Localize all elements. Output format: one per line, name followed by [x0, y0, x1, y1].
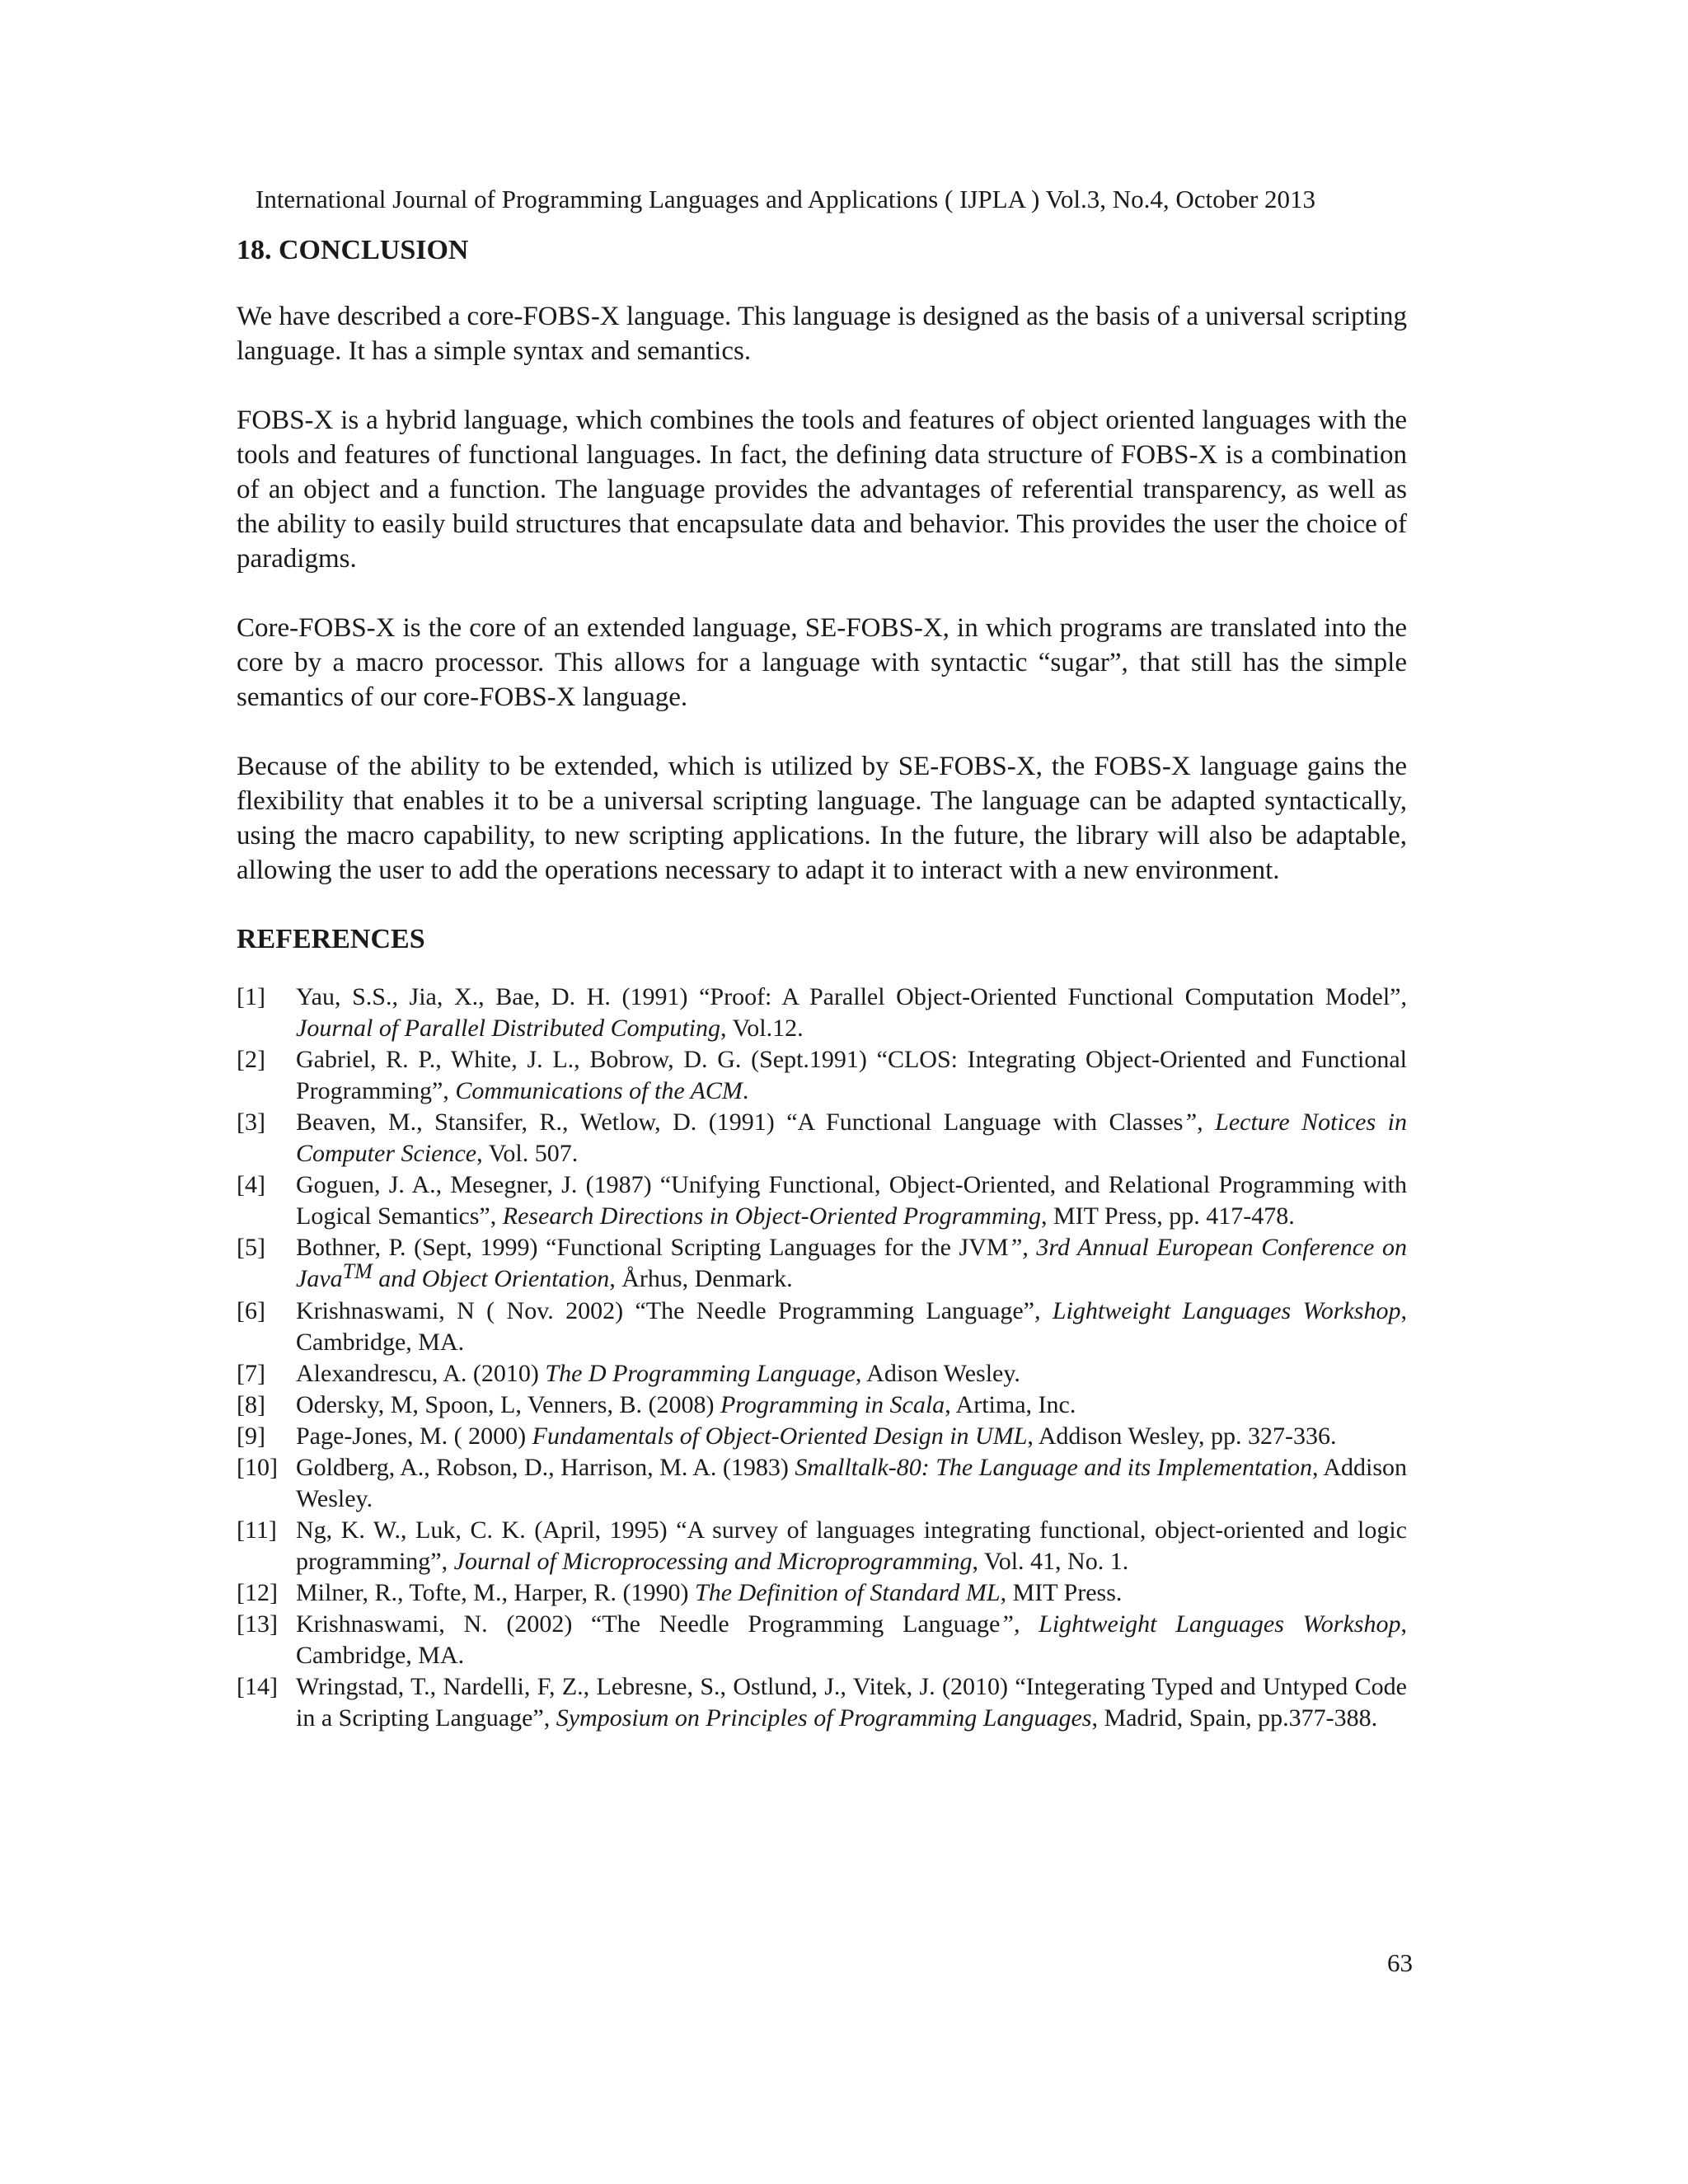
- reference-item: [237, 1232, 1407, 1296]
- reference-details: , Cambridge, MA.: [296, 1610, 1407, 1669]
- reference-item: [237, 1390, 1407, 1421]
- reference-authors-title: Goguen, J. A., Mesegner, J. (1987) “Unifying Functional, Object-Oriented, and Relational Programming with Logical Semantics”,: [296, 1171, 1407, 1230]
- reference-number: [9]: [237, 1422, 265, 1450]
- reference-text: [296, 1609, 1407, 1671]
- reference-text: [296, 1671, 1407, 1734]
- reference-details: , Cambridge, MA.: [296, 1297, 1407, 1356]
- conclusion-paragraph-3: Core-FOBS-X is the core of an extended language, SE-FOBS-X, in which programs are translated into the core by a macro processor. This allows for a language with syntactic “sugar”, that still has the simple semantics of our core-FOBS-X language.: [237, 613, 1407, 712]
- reference-venue-continued: and Object Orientation,: [372, 1265, 616, 1292]
- reference-item: [237, 1421, 1407, 1452]
- reference-item: [237, 1044, 1407, 1107]
- reference-number: [10]: [237, 1454, 278, 1481]
- conclusion-heading: 18. CONCLUSION: [237, 235, 469, 265]
- reference-authors-title: Alexandrescu, A. (2010): [296, 1360, 546, 1387]
- reference-text: [296, 1577, 1407, 1609]
- reference-text: [296, 982, 1407, 1044]
- reference-text: [296, 1515, 1407, 1577]
- reference-number: [13]: [237, 1610, 278, 1638]
- reference-details: , Addison Wesley, pp. 327-336.: [1027, 1422, 1337, 1450]
- reference-details: , Madrid, Spain, pp.377-388.: [1091, 1704, 1378, 1732]
- conclusion-paragraph-2: FOBS-X is a hybrid language, which combines the tools and features of object oriented languages with the tools and features of functional languages. In fact, the defining data structure of FOBS-X is a combination of an object and a function. The language provides the advantages of referential transparency, as well as the ability to easily build structures that encapsulate data and behavior. This provides the user the choice of paradigms.: [237, 405, 1407, 574]
- reference-item: [237, 1609, 1407, 1671]
- reference-number: [2]: [237, 1046, 265, 1073]
- reference-number: [3]: [237, 1108, 265, 1136]
- reference-details: Århus, Denmark.: [615, 1265, 793, 1292]
- reference-venue: , Lightweight Languages Workshop: [1034, 1297, 1401, 1324]
- reference-item: [237, 1107, 1407, 1169]
- reference-number: [11]: [237, 1516, 277, 1544]
- reference-venue: ”, Lightweight Languages Workshop: [1000, 1610, 1401, 1638]
- reference-number: [14]: [237, 1673, 278, 1700]
- reference-details: , Vol. 41, No. 1.: [972, 1548, 1129, 1575]
- reference-authors-title: Krishnaswami, N ( Nov. 2002) “The Needle Programming Language”: [296, 1297, 1034, 1324]
- journal-header: International Journal of Programming Languages and Applications ( IJPLA ) Vol.3, No.4, October 2013: [256, 185, 1316, 213]
- reference-item: [237, 982, 1407, 1044]
- reference-number: [4]: [237, 1171, 265, 1198]
- reference-authors-title: Beaven, M., Stansifer, R., Wetlow, D. (1991) “A Functional Language with Classes: [296, 1108, 1184, 1136]
- reference-text: [296, 1358, 1407, 1390]
- reference-venue: Communications of the ACM: [455, 1077, 743, 1104]
- reference-details: , Vol.12.: [720, 1015, 804, 1042]
- references-list: [237, 982, 1407, 1734]
- reference-authors-title: Gabriel, R. P., White, J. L., Bobrow, D. G. (Sept.1991) “CLOS: Integrating Object-Oriented and Functional Programming”,: [296, 1046, 1407, 1104]
- reference-item: [237, 1515, 1407, 1577]
- reference-authors-title: Milner, R., Tofte, M., Harper, R. (1990): [296, 1579, 696, 1606]
- reference-text: [296, 1452, 1407, 1515]
- reference-venue: Symposium on Principles of Programming Languages: [556, 1704, 1092, 1732]
- reference-details: , MIT Press.: [1000, 1579, 1123, 1606]
- reference-venue: ”, 3rd Annual European Conference on Java: [296, 1234, 1407, 1292]
- reference-text: [296, 1232, 1407, 1296]
- page-content: [237, 233, 1407, 1734]
- reference-text: [296, 1107, 1407, 1169]
- reference-venue: The Definition of Standard ML: [695, 1579, 1001, 1606]
- reference-text: [296, 1296, 1407, 1358]
- reference-venue: Journal of Parallel Distributed Computing: [296, 1015, 720, 1042]
- reference-authors-title: Krishnaswami, N. (2002) “The Needle Programming Language: [296, 1610, 1001, 1638]
- reference-number: [1]: [237, 983, 265, 1010]
- reference-details: , Adison Wesley.: [855, 1360, 1020, 1387]
- reference-venue: Journal of Microprocessing and Microprogramming: [453, 1548, 973, 1575]
- conclusion-paragraph-1: We have described a core-FOBS-X language. This language is designed as the basis of a universal scripting language. It has a simple syntax and semantics.: [237, 302, 1407, 366]
- reference-item: [237, 1169, 1407, 1232]
- reference-venue: Programming in Scala: [720, 1391, 945, 1418]
- trademark-superscript: TM: [342, 1259, 373, 1283]
- reference-number: [7]: [237, 1360, 265, 1387]
- reference-authors-title: Bothner, P. (Sept, 1999) “Functional Scripting Languages for the JVM: [296, 1234, 1009, 1261]
- reference-text: [296, 1169, 1407, 1232]
- reference-item: [237, 1358, 1407, 1390]
- reference-number: [12]: [237, 1579, 278, 1606]
- reference-number: [6]: [237, 1297, 265, 1324]
- reference-venue: Research Directions in Object-Oriented Programming: [502, 1202, 1041, 1230]
- reference-venue: Smalltalk-80: The Language and its Implementation: [795, 1454, 1312, 1481]
- reference-authors-title: Odersky, M, Spoon, L, Venners, B. (2008): [296, 1391, 720, 1418]
- reference-authors-title: Wringstad, T., Nardelli, F, Z., Lebresne, S., Ostlund, J., Vitek, J. (2010) “Integerating Typed and Untyped Code in a Scripting Language”,: [296, 1673, 1407, 1732]
- reference-authors-title: Page-Jones, M. ( 2000): [296, 1422, 532, 1450]
- reference-venue: The D Programming Language: [545, 1360, 856, 1387]
- conclusion-paragraph-4: Because of the ability to be extended, which is utilized by SE-FOBS-X, the FOBS-X language gains the flexibility that enables it to be a universal scripting language. The language can be adapted syntactically, using the macro capability, to new scripting applications. In the future, the library will also be adaptable, allowing the user to add the operations necessary to adapt it to interact with a new environment.: [237, 752, 1407, 885]
- reference-text: [296, 1421, 1407, 1452]
- reference-number: [8]: [237, 1391, 265, 1418]
- reference-details: .: [742, 1077, 749, 1104]
- reference-text: [296, 1044, 1407, 1107]
- reference-authors-title: Goldberg, A., Robson, D., Harrison, M. A. (1983): [296, 1454, 795, 1481]
- reference-item: [237, 1671, 1407, 1734]
- reference-item: [237, 1452, 1407, 1515]
- reference-details: , MIT Press, pp. 417-478.: [1040, 1202, 1295, 1230]
- reference-details: , Addison Wesley.: [296, 1454, 1408, 1512]
- reference-venue: Fundamentals of Object-Oriented Design in UML: [532, 1422, 1028, 1450]
- reference-text: [296, 1390, 1407, 1421]
- reference-item: [237, 1577, 1407, 1609]
- references-heading: REFERENCES: [237, 924, 425, 954]
- reference-number: [5]: [237, 1234, 265, 1261]
- reference-authors-title: Ng, K. W., Luk, C. K. (April, 1995) “A survey of languages integrating functional, object-oriented and logic programming”,: [296, 1516, 1407, 1575]
- reference-details: , Vol. 507.: [476, 1140, 579, 1167]
- reference-item: [237, 1296, 1407, 1358]
- page-number: 63: [1387, 1948, 1413, 1977]
- reference-venue: ”, Lecture Notices in Computer Science: [296, 1108, 1407, 1167]
- reference-details: , Artima, Inc.: [945, 1391, 1076, 1418]
- reference-authors-title: Yau, S.S., Jia, X., Bae, D. H. (1991) “Proof: A Parallel Object-Oriented Functional Computation Model”,: [296, 983, 1407, 1010]
